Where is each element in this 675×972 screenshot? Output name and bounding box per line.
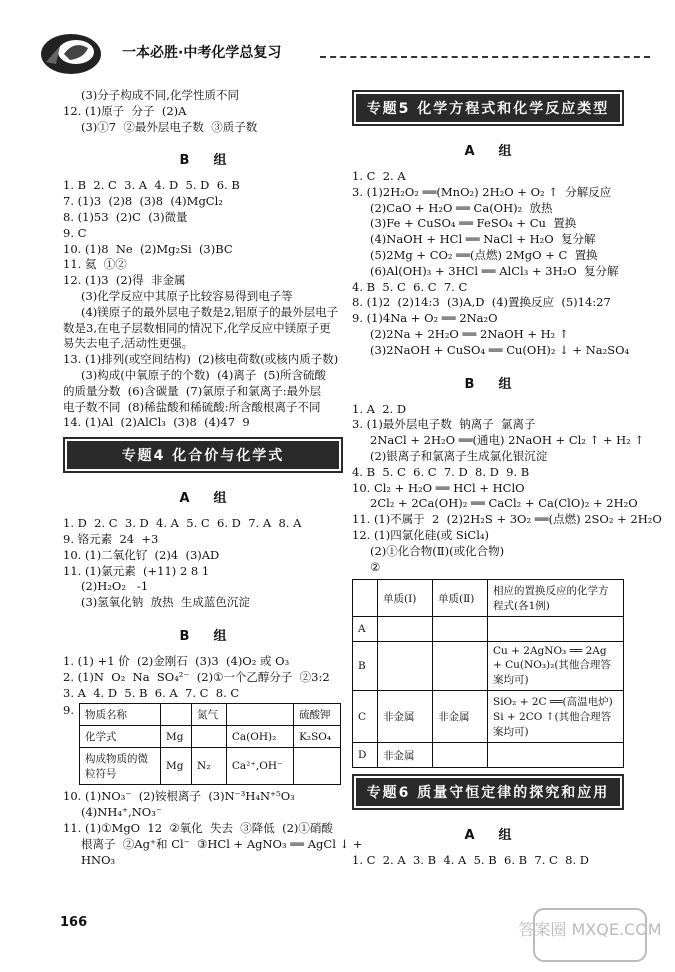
group-heading: A组 bbox=[464, 144, 536, 159]
section-banner: 专题5 化学方程式和化学反应类型 bbox=[352, 90, 624, 126]
section-banner: 专题4 化合价与化学式 bbox=[63, 437, 343, 473]
answer-line: 9. 铬元素 24 +3 bbox=[63, 531, 159, 546]
table-header-row bbox=[353, 580, 624, 617]
table-cell: 构成物质的微粒符号 bbox=[80, 748, 161, 785]
table-cell: 非金属 bbox=[433, 691, 488, 743]
answer-line: (3)①7 ②最外层电子数 ③质子数 bbox=[81, 119, 258, 134]
answer-line: (6)Al(OH)₃ + 3HCl ══ AlCl₃ + 3H₂O 复分解 bbox=[370, 263, 619, 278]
table-row bbox=[353, 743, 624, 768]
right-column bbox=[352, 84, 662, 869]
table-cell: C bbox=[353, 691, 378, 743]
table-row bbox=[80, 726, 341, 748]
answer-line: 根离子 ②Ag⁺和 Cl⁻ ③HCl + AgNO₃ ══ AgCl ↓ + bbox=[81, 836, 363, 851]
table-cell: Ca²⁺,OH⁻ bbox=[226, 748, 293, 785]
table-cell bbox=[433, 617, 488, 642]
table-header-cell: 相应的置换反应的化学方程式(各1例) bbox=[488, 580, 624, 617]
answer-line: 易失去电子,活动性更强。 bbox=[63, 336, 194, 351]
table-cell bbox=[226, 704, 293, 726]
answer-line: 电子数不同 (8)稀盐酸和稀硫酸:所含酸根离子不同 bbox=[63, 399, 321, 414]
table-row bbox=[353, 642, 624, 691]
answer-line: HNO₃ bbox=[81, 852, 116, 867]
group-heading: A组 bbox=[179, 491, 251, 507]
answer-line: (2)CaO + H₂O ══ Ca(OH)₂ 放热 bbox=[370, 200, 553, 215]
table-cell bbox=[488, 617, 624, 642]
answer-line: (3)2NaOH + CuSO₄ ══ Cu(OH)₂ ↓ + Na₂SO₄ bbox=[370, 342, 630, 357]
table-cell bbox=[378, 617, 433, 642]
watermark-icon bbox=[518, 905, 662, 965]
table-cell: 硫酸钾 bbox=[294, 704, 341, 726]
table-row bbox=[353, 691, 624, 743]
answer-line: (2)①化合物(Ⅱ)(或化合物) bbox=[370, 543, 505, 558]
answer-line: 12. (1)3 (2)得 非金属 bbox=[63, 273, 186, 288]
table-cell bbox=[433, 743, 488, 768]
table-cell: SiO₂ + 2C ══(高温电炉) Si + 2CO ↑(其他合理答案均可) bbox=[488, 691, 624, 743]
answer-line: (2)银离子和氯离子生成氯化银沉淀 bbox=[370, 448, 548, 463]
table-9-block bbox=[63, 703, 343, 785]
answer-line: 7. (1)3 (2)8 (3)8 (4)MgCl₂ bbox=[63, 194, 223, 209]
header-dashed-line bbox=[320, 56, 650, 58]
table-cell: Cu + 2AgNO₃ ══ 2Ag + Cu(NO₃)₂(其他合理答案均可) bbox=[488, 642, 624, 691]
answer-line: 11. (1)不属于 2 (2)2H₂S + 3O₂ ══(点燃) 2SO₂ + 2H₂O bbox=[352, 512, 662, 527]
answer-line: 3. A 4. D 5. B 6. A 7. C 8. C bbox=[63, 685, 240, 700]
answer-line: 4. B 5. C 6. C 7. D 8. D 9. B bbox=[352, 464, 530, 479]
answer-line: 10. (1)NO₃⁻ (2)铵根离子 (3)N⁻³H₄N⁺⁵O₃ bbox=[63, 789, 295, 804]
table-header-cell bbox=[353, 580, 378, 617]
table-cell: Ca(OH)₂ bbox=[226, 726, 293, 748]
answer-line: 10. (1)二氧化钌 (2)4 (3)AD bbox=[63, 547, 220, 562]
answer-line: 8. (1)53 (2)C (3)微量 bbox=[63, 209, 188, 224]
table-cell: N₂ bbox=[192, 748, 227, 785]
answer-line: (3)构成(中氧原子的个数) (4)离子 (5)所含硫酸 bbox=[81, 367, 326, 382]
answer-line: 3. (1)最外层电子数 钠离子 氯离子 bbox=[352, 417, 536, 432]
answer-line: 2. (1)N O₂ Na SO₄²⁻ (2)①一个乙醇分子 ②3:2 bbox=[63, 669, 330, 684]
answer-line: 1. (1) +1 价 (2)金刚石 (3)3 (4)O₂ 或 O₃ bbox=[63, 653, 290, 668]
table-cell: 物质名称 bbox=[80, 704, 161, 726]
table-cell: 化学式 bbox=[80, 726, 161, 748]
answer-line: (2)2Na + 2H₂O ══ 2NaOH + H₂ ↑ bbox=[370, 326, 569, 341]
table-header-cell: 单质(Ⅱ) bbox=[433, 580, 488, 617]
table-row bbox=[80, 748, 341, 785]
answer-line: 9. C bbox=[63, 225, 87, 240]
answer-line: 10. (1)8 Ne (2)Mg₂Si (3)BC bbox=[63, 241, 233, 256]
left-column bbox=[63, 88, 363, 868]
table-row bbox=[353, 617, 624, 642]
answer-line: 1. A 2. D bbox=[352, 401, 407, 416]
answer-line: 12. (1)原子 分子 (2)A bbox=[63, 103, 187, 118]
question-number: 9. bbox=[63, 703, 74, 718]
table-cell: 非金属 bbox=[378, 691, 433, 743]
answer-line: 11. (1)氯元素 (+11) 2 8 1 bbox=[63, 563, 210, 578]
answer-line: (3)Fe + CuSO₄ ══ FeSO₄ + Cu 置换 bbox=[370, 216, 577, 231]
table-row bbox=[80, 704, 341, 726]
answer-line: (4)镁原子的最外层电子数是2,铝原子的最外层电子 bbox=[81, 304, 339, 319]
answer-line: 2NaCl + 2H₂O ══(通电) 2NaOH + Cl₂ ↑ + H₂ ↑ bbox=[370, 433, 645, 448]
answer-line: 4. B 5. C 6. C 7. C bbox=[352, 279, 468, 294]
table-cell: D bbox=[353, 743, 378, 768]
answer-line: 2Cl₂ + 2Ca(OH)₂ ══ CaCl₂ + Ca(ClO)₂ + 2H₂O bbox=[370, 496, 638, 511]
section-banner: 专题6 质量守恒定律的探究和应用 bbox=[352, 774, 624, 810]
answer-line: 数是3,在电子层数相同的情况下,化学反应中镁原子更 bbox=[63, 320, 331, 335]
answer-line: 14. (1)Al (2)AlCl₃ (3)8 (4)47 9 bbox=[63, 415, 250, 430]
table-cell: A bbox=[353, 617, 378, 642]
table-cell: Mg bbox=[161, 726, 192, 748]
page-header bbox=[40, 30, 640, 80]
answer-line: (4)NaOH + HCl ══ NaCl + H₂O 复分解 bbox=[370, 232, 596, 247]
answer-line: (5)2Mg + CO₂ ══(点燃) 2MgO + C 置换 bbox=[370, 247, 598, 262]
table-cell bbox=[378, 642, 433, 691]
answer-line: ② bbox=[370, 559, 381, 574]
answer-line: 8. (1)2 (2)14:3 (3)A,D (4)置换反应 (5)14:27 bbox=[352, 295, 611, 310]
answer-line: 1. D 2. C 3. D 4. A 5. C 6. D 7. A 8. A bbox=[63, 516, 302, 531]
answer-line: 1. C 2. A bbox=[352, 169, 406, 183]
table-cell bbox=[294, 748, 341, 785]
table-cell: K₂SO₄ bbox=[294, 726, 341, 748]
page-number: 166 bbox=[60, 915, 88, 930]
answer-line: (2)H₂O₂ -1 bbox=[81, 579, 149, 594]
answer-line: 12. (1)四氯化硅(或 SiCl₄) bbox=[352, 527, 490, 542]
table-cell: 氮气 bbox=[192, 704, 227, 726]
table-cell bbox=[488, 743, 624, 768]
answer-line: 11. (1)①MgO 12 ②氧化 失去 ③降低 (2)①硝酸 bbox=[63, 820, 333, 835]
table-cell bbox=[433, 642, 488, 691]
group-heading: B组 bbox=[464, 376, 536, 392]
table-cell: B bbox=[353, 642, 378, 691]
table-cell bbox=[192, 726, 227, 748]
group-heading: B组 bbox=[179, 628, 251, 644]
table-header-cell: 单质(Ⅰ) bbox=[378, 580, 433, 617]
answer-line: 10. Cl₂ + H₂O ══ HCl + HClO bbox=[352, 480, 525, 495]
answer-line: (4)NH₄⁺,NO₃⁻ bbox=[81, 805, 162, 820]
table-cell: Mg bbox=[161, 748, 192, 785]
answer-line: 11. 氦 ①② bbox=[63, 257, 127, 272]
group-heading: A组 bbox=[464, 828, 536, 844]
table-cell: 非金属 bbox=[378, 743, 433, 768]
table-cell bbox=[161, 704, 192, 726]
answer-line: (3)化学反应中其原子比较容易得到电子等 bbox=[81, 288, 293, 303]
answer-line: 9. (1)4Na + O₂ ══ 2Na₂O bbox=[352, 311, 498, 326]
answer-line: 1. C 2. A 3. B 4. A 5. B 6. B 7. C 8. D bbox=[352, 853, 589, 868]
replacement-reaction-table bbox=[352, 579, 624, 768]
answer-line: 13. (1)排列(或空间结构) (2)核电荷数(或核内质子数) bbox=[63, 352, 339, 367]
answer-line: (3)分子构成不同,化学性质不同 bbox=[81, 88, 239, 102]
answer-line: (3)氢氧化钠 放热 生成蓝色沉淀 bbox=[81, 595, 250, 610]
group-heading: B组 bbox=[179, 153, 251, 169]
answer-line: 的质量分数 (6)含碳量 (7)氯原子和氯离子:最外层 bbox=[63, 383, 322, 398]
header-title: 一本必胜·中考化学总复习 bbox=[122, 45, 282, 61]
particle-table bbox=[79, 703, 341, 785]
svg-text:答案圈 MXQE.COM: 答案圈 MXQE.COM bbox=[518, 920, 662, 939]
answer-line: 1. B 2. C 3. A 4. D 5. D 6. B bbox=[63, 178, 240, 193]
eagle-logo-icon bbox=[40, 32, 102, 76]
answer-line: 3. (1)2H₂O₂ ══(MnO₂) 2H₂O + O₂ ↑ 分解反应 bbox=[352, 184, 612, 199]
